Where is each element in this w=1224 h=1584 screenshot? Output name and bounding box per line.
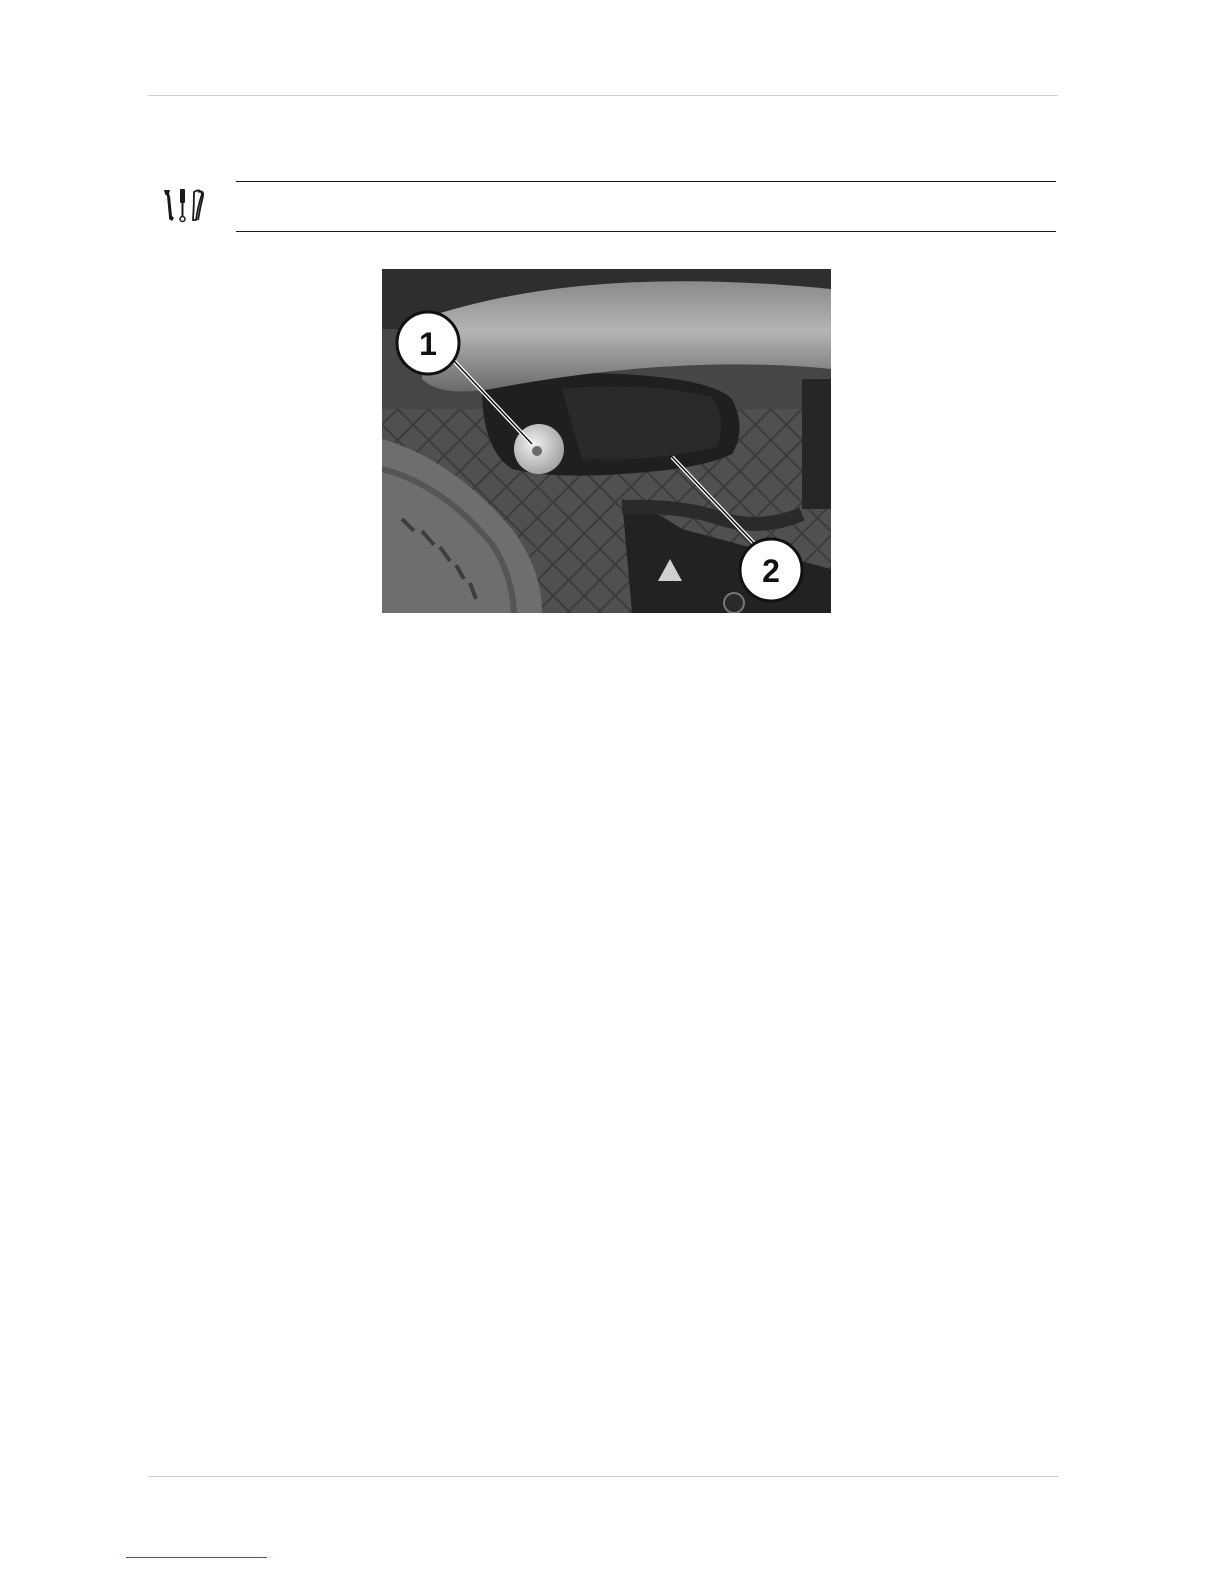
footer-rule	[148, 1476, 1058, 1477]
footer-link-underline[interactable]	[126, 1557, 267, 1558]
header-rule	[148, 95, 1058, 96]
wheelchair-photo	[382, 269, 831, 613]
callout-1	[397, 312, 459, 374]
callout-2-label: 2	[762, 553, 780, 589]
callout-1-label: 1	[419, 326, 437, 362]
tools-box-bottom-line	[236, 231, 1056, 232]
tools-box-top-line	[236, 181, 1056, 182]
callout-2	[740, 539, 802, 601]
tools-icon	[160, 186, 208, 226]
